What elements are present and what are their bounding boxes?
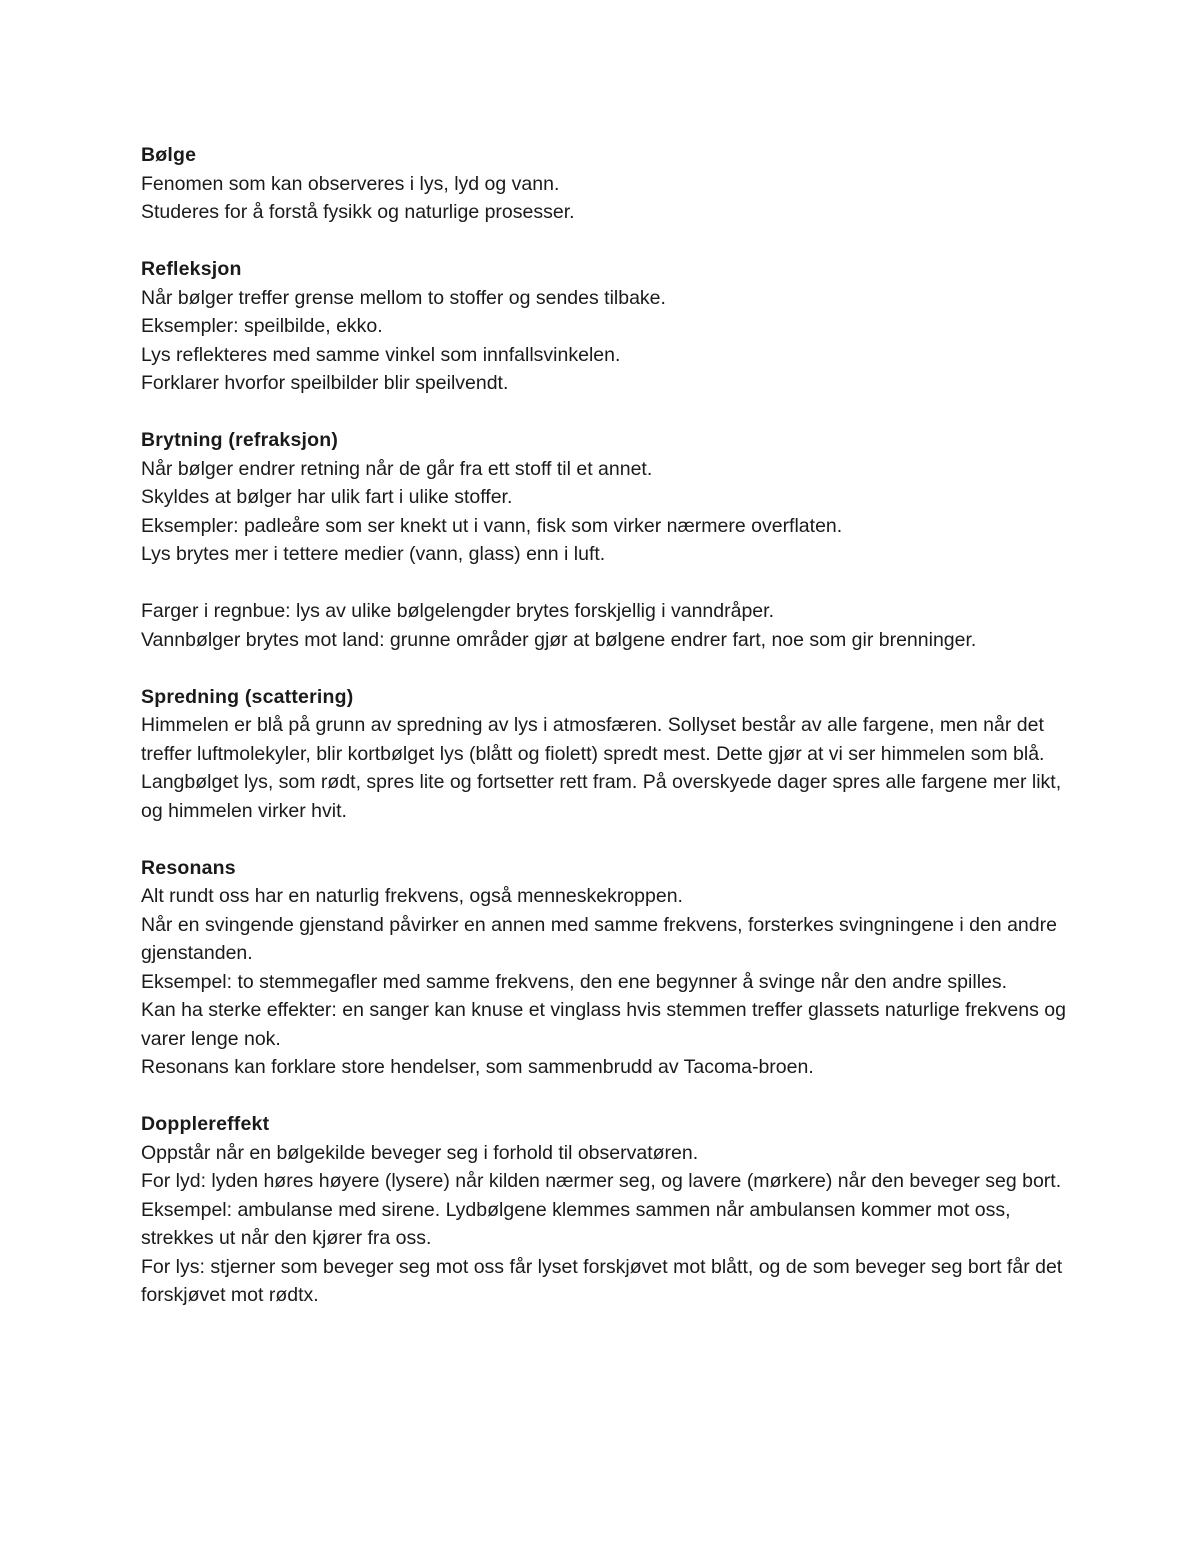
section-bolge (141, 141, 1071, 227)
section-heading: Resonans (141, 856, 236, 879)
section-brytning-examples (141, 597, 1071, 654)
paragraph-line: Skyldes at bølger har ulik fart i ulike stoffer. (141, 486, 513, 508)
paragraph-line: Eksempel: to stemmegafler med samme frekvens, den ene begynner å svinge når den andre spilles. (141, 970, 1008, 993)
paragraph-line: Vannbølger brytes mot land: grunne områder gjør at bølgene endrer fart, noe som gir brenninger. (141, 628, 977, 651)
paragraph-line: Fenomen som kan observeres i lys, lyd og vann. (141, 172, 560, 195)
document-page (141, 141, 1071, 1338)
paragraph-line: Oppstår når en bølgekilde beveger seg i forhold til observatøren. (141, 1141, 699, 1164)
paragraph-line: For lyd: lyden høres høyere (lysere) når kilden nærmer seg, og lavere (mørkere) når den beveger seg bort. (141, 1170, 1062, 1192)
section-heading: Spredning (scattering) (141, 685, 354, 708)
section-heading: Brytning (refraksjon) (141, 429, 339, 451)
paragraph-line: Når bølger treffer grense mellom to stoffer og sendes tilbake. (141, 286, 666, 309)
paragraph-line: Farger i regnbue: lys av ulike bølgelengder brytes forskjellig i vanndråper. (141, 600, 774, 622)
section-refleksjon (141, 255, 1071, 398)
paragraph-line: For lys: stjerner som beveger seg mot oss får lyset forskjøvet mot blått, og de som beveger seg bort får det forskjøvet mot rødtx. (141, 1255, 1063, 1306)
paragraph-line: Eksempel: ambulanse med sirene. Lydbølgene klemmes sammen når ambulansen kommer mot oss, strekkes ut når den kjører fra oss. (141, 1198, 1011, 1249)
paragraph-line: Studeres for å forstå fysikk og naturlige prosesser. (141, 201, 575, 223)
paragraph-line: Når bølger endrer retning når de går fra ett stoff til et annet. (141, 457, 653, 480)
paragraph-line: Når en svingende gjenstand påvirker en annen med samme frekvens, forsterkes svingningene i den andre gjenstanden. (141, 913, 1057, 964)
paragraph-line: Lys reflekteres med samme vinkel som innfallsvinkelen. (141, 343, 621, 366)
paragraph-line: Himmelen er blå på grunn av spredning av lys i atmosfæren. Sollyset består av alle fargene, men når det treffer luftmolekyler, blir kortbølget lys (blått og fiolett) spredt mest. Dette gjør at vi ser himmelen som blå. Langbølget lys, som rødt, spres lite og fortsetter rett fram. På overskyede dager spres alle fargene mer likt, og himmelen virker hvit. (141, 714, 1062, 822)
paragraph-line: Kan ha sterke effekter: en sanger kan knuse et vinglass hvis stemmen treffer glassets naturlige frekvens og varer lenge nok. (141, 999, 1066, 1050)
section-brytning (141, 426, 1071, 569)
paragraph-line: Eksempler: speilbilde, ekko. (141, 315, 383, 337)
section-resonans (141, 854, 1071, 1082)
paragraph-line: Forklarer hvorfor speilbilder blir speilvendt. (141, 372, 509, 394)
paragraph-line: Lys brytes mer i tettere medier (vann, glass) enn i luft. (141, 543, 606, 565)
section-dopplereffekt (141, 1110, 1071, 1310)
paragraph-line: Resonans kan forklare store hendelser, som sammenbrudd av Tacoma-broen. (141, 1056, 814, 1078)
paragraph-line: Alt rundt oss har en naturlig frekvens, også menneskekroppen. (141, 885, 683, 907)
section-heading: Refleksjon (141, 258, 242, 280)
paragraph-line: Eksempler: padleåre som ser knekt ut i vann, fisk som virker nærmere overflaten. (141, 514, 843, 537)
section-heading: Dopplereffekt (141, 1113, 270, 1135)
section-spredning (141, 683, 1071, 826)
section-heading: Bølge (141, 144, 197, 166)
